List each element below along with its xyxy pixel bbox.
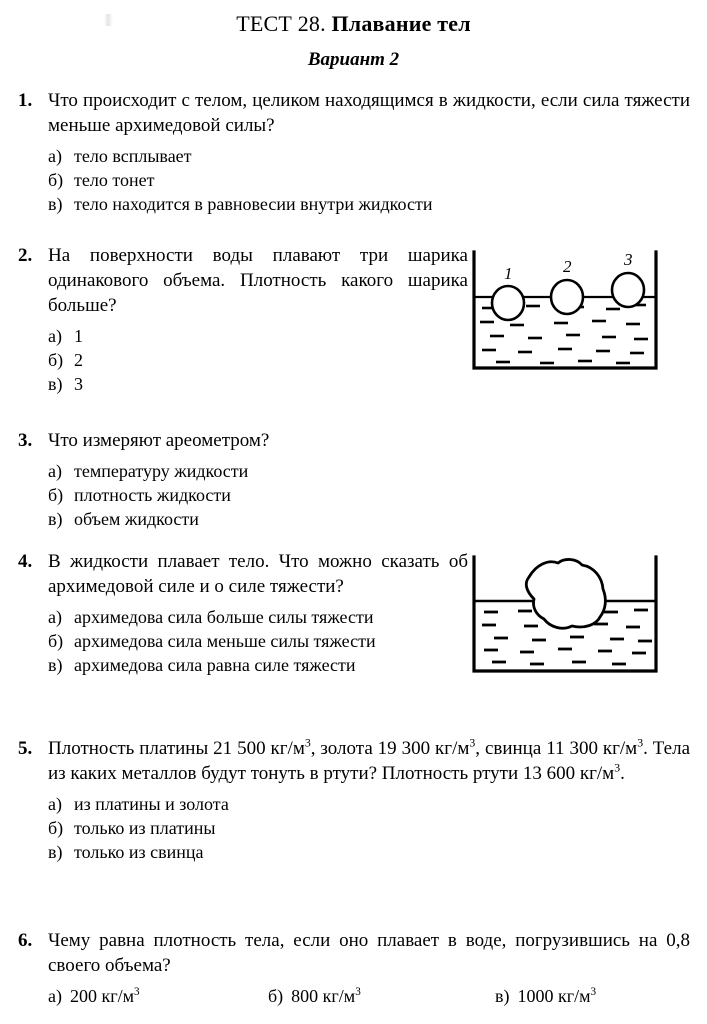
test-number-label: ТЕСТ 28.	[236, 11, 326, 36]
option-letter: а)	[48, 794, 62, 814]
option-letter: б)	[268, 986, 284, 1006]
option-label: архимедова сила меньше силы тяжести	[74, 631, 376, 651]
variant-label: Вариант 2	[307, 49, 400, 70]
question-number: 6.	[18, 930, 33, 951]
option-label: архимедова сила больше силы тяжести	[74, 607, 374, 627]
floating-body-diagram	[466, 551, 666, 679]
question-text-part: . Тела из каких металлов будут тонуть в ртути? Плотность ртути 13 600 кг/м	[48, 738, 691, 784]
option-item[interactable]	[48, 192, 690, 216]
option-label: 2	[74, 350, 83, 370]
question-text: На поверхности воды плавают три шарика одинакового объема. Плотность какого шарика больше?	[48, 245, 468, 316]
option-label: из платины и золота	[74, 794, 229, 814]
options-list	[48, 144, 690, 216]
question-6	[18, 928, 690, 1010]
option-item[interactable]	[48, 792, 690, 816]
question-text-part: , свинца 11 300 кг/м	[475, 738, 638, 759]
option-letter: в)	[48, 509, 63, 529]
option-letter: а)	[48, 461, 62, 481]
superscript: 3	[590, 986, 597, 998]
question-text-part: .	[620, 763, 625, 784]
superscript: 3	[134, 986, 140, 998]
option-label: тело всплывает	[74, 146, 192, 166]
superscript: 3	[637, 736, 644, 750]
option-label: тело находится в равновесии внутри жидкости	[74, 194, 433, 214]
option-letter: в)	[48, 194, 63, 214]
question-number: 1.	[18, 90, 33, 111]
options-list	[48, 459, 690, 531]
option-letter: б)	[48, 818, 64, 838]
superscript: 3	[469, 736, 476, 750]
three-balls-floating-diagram	[466, 246, 666, 376]
option-item[interactable]	[48, 507, 690, 531]
option-item[interactable]	[48, 459, 690, 483]
option-letter: а)	[48, 986, 62, 1006]
option-letter: а)	[48, 146, 62, 166]
superscript: 3	[355, 986, 361, 998]
option-label: архимедова сила равна силе тяжести	[74, 655, 356, 675]
option-letter: а)	[48, 607, 62, 627]
option-letter: б)	[48, 631, 64, 651]
question-text: В жидкости плавает тело. Что можно сказать об архимедовой силе и о силе тяжести?	[48, 551, 468, 597]
option-item[interactable]	[48, 984, 140, 1008]
option-letter: б)	[48, 485, 64, 505]
option-item[interactable]	[495, 984, 596, 1008]
question-text	[48, 736, 690, 786]
superscript: 3	[614, 761, 621, 775]
option-label: только из платины	[74, 818, 216, 838]
option-label: температуру жидкости	[74, 461, 249, 481]
option-letter: в)	[48, 655, 63, 675]
option-item[interactable]	[48, 840, 690, 864]
option-label: объем жидкости	[74, 509, 199, 529]
question-1	[18, 88, 690, 216]
question-number: 5.	[18, 738, 33, 759]
option-label: только из свинца	[74, 842, 204, 862]
question-number: 2.	[18, 245, 33, 266]
ball-label-3: 3	[624, 250, 633, 269]
option-letter: б)	[48, 170, 64, 190]
option-item[interactable]	[48, 168, 690, 192]
options-list-inline	[48, 984, 690, 1010]
option-label: 3	[74, 374, 83, 394]
option-label: 200 кг/м	[69, 986, 135, 1006]
question-text: Чему равна плотность тела, если оно плавает в воде, погрузившись на 0,8 своего объема?	[48, 930, 690, 976]
question-number: 4.	[18, 551, 33, 572]
option-label: плотность жидкости	[74, 485, 231, 505]
option-letter: в)	[495, 986, 510, 1006]
option-label: 800 кг/м	[291, 986, 356, 1006]
option-item[interactable]	[48, 483, 690, 507]
option-letter: б)	[48, 350, 64, 370]
question-text-part: , золота 19 300 кг/м	[310, 738, 470, 759]
ball-label-1: 1	[504, 264, 513, 283]
option-label: 1	[74, 326, 83, 346]
option-letter: а)	[48, 326, 62, 346]
option-item[interactable]	[268, 984, 361, 1008]
question-text-part: Плотность платины 21 500 кг/м	[48, 738, 305, 759]
option-item[interactable]	[48, 816, 690, 840]
question-number: 3.	[18, 430, 33, 451]
ball-label-2: 2	[563, 257, 572, 276]
option-item[interactable]	[48, 144, 690, 168]
question-text: Что измеряют ареометром?	[48, 430, 270, 451]
question-5	[18, 736, 690, 864]
superscript: 3	[304, 736, 311, 750]
option-label: тело тонет	[74, 170, 155, 190]
option-label: 1000 кг/м	[517, 986, 591, 1006]
test-title-label: Плавание тел	[331, 11, 471, 36]
option-letter: в)	[48, 374, 63, 394]
question-text: Что происходит с телом, целиком находящимся в жидкости, если сила тяжести меньше архимедовой силы?	[48, 90, 690, 136]
question-3	[18, 428, 690, 531]
option-letter: в)	[48, 842, 63, 862]
options-list	[48, 792, 690, 864]
page-title	[0, 10, 707, 38]
